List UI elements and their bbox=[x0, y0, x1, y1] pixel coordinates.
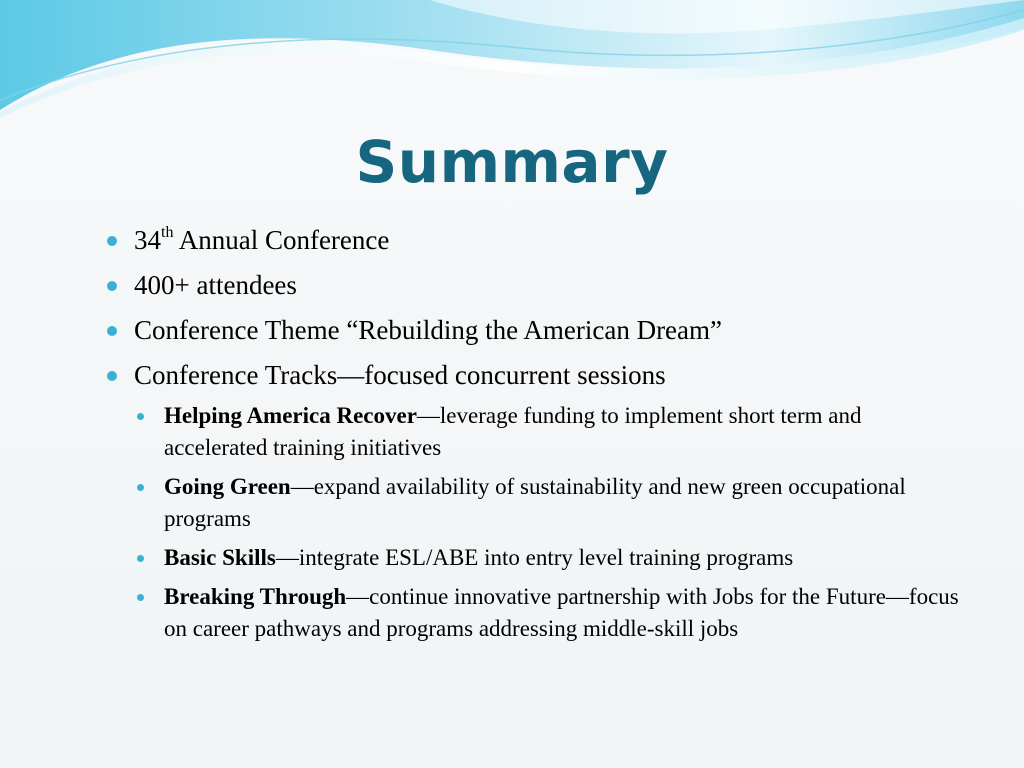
sub-bullet-heading: Helping America Recover bbox=[164, 403, 417, 428]
sub-bullet-item-going-green bbox=[134, 471, 964, 535]
bullet-list bbox=[104, 222, 964, 652]
slide-title: Summary bbox=[355, 128, 669, 196]
header-wave-decoration bbox=[0, 0, 1024, 130]
sub-bullet-text: —continue innovative partnership with Jobs for the Future—focus on career pathways and programs addressing middle-skill jobs bbox=[164, 584, 959, 641]
bullet-text: Annual Conference bbox=[173, 225, 390, 255]
bullet-icon bbox=[107, 236, 117, 246]
bullet-item-annual-conference bbox=[104, 222, 964, 258]
bullet-text: Conference Tracks—focused concurrent sessions bbox=[134, 360, 666, 390]
sub-bullet-heading: Basic Skills bbox=[164, 545, 276, 570]
sub-bullet-text: —leverage funding to implement short term and accelerated training initiatives bbox=[164, 403, 862, 460]
bullet-icon bbox=[107, 371, 117, 381]
sub-bullet-icon bbox=[137, 413, 144, 420]
sub-bullet-item-helping-america bbox=[134, 400, 964, 464]
sub-bullet-heading: Going Green bbox=[164, 474, 291, 499]
sub-bullet-item-basic-skills bbox=[134, 542, 964, 574]
sub-bullet-icon bbox=[137, 594, 144, 601]
bullet-item-tracks bbox=[104, 357, 964, 393]
sub-bullet-text: —integrate ESL/ABE into entry level training programs bbox=[275, 545, 794, 570]
bullet-superscript: th bbox=[161, 224, 174, 241]
sub-bullet-heading: Breaking Through bbox=[164, 584, 347, 609]
sub-bullet-list bbox=[104, 400, 964, 645]
sub-bullet-icon bbox=[137, 484, 144, 491]
bullet-item-theme bbox=[104, 312, 964, 348]
sub-bullet-icon bbox=[137, 555, 144, 562]
bullet-icon bbox=[107, 281, 117, 291]
bullet-text: 400+ attendees bbox=[134, 270, 297, 300]
bullet-text: Conference Theme “Rebuilding the American Dream” bbox=[134, 315, 723, 345]
sub-bullet-item-breaking-through bbox=[134, 581, 964, 645]
bullet-item-attendees bbox=[104, 267, 964, 303]
sub-bullet-text: —expand availability of sustainability and new green occupational programs bbox=[164, 474, 906, 531]
bullet-number: 34 bbox=[134, 225, 161, 255]
bullet-icon bbox=[107, 326, 117, 336]
